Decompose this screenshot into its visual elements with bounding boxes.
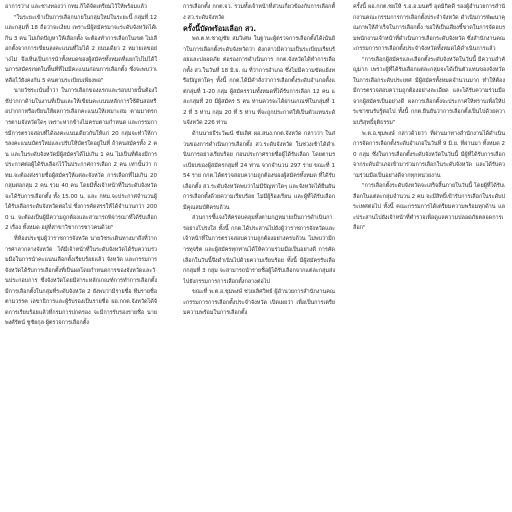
paragraph: พล.ต.ท.ชาญชัย สมวิเศษ ในฐานะผู้ตรวจการเลือกตั้งได้เน้นย้ำในการเลือกตั้งระดับจังหวัดว่า ดังกล่าวมีความเป็นระเบียบเรียบร้อยและปลอดภัย ต่อรองการดำเนินการ กกต.จังหวัดได้ทำการเลือกตั้ง สว.ในวันที่ 18 มิ.ย. ณ ที่ว่าการอำเภอ ซึ่งไม่มีความขัดแย้งหรือปัญหาใดๆ ทั้งนี้ กกต.ได้มีคำสั่งว่าการเลือกตั้งระดับอำเภอตั้งแต่กลุ่มที่ 1-20 กลุ่ม ผู้สมัครรวมทั้งหมดที่ได้รับการเลือก 12 คน และกลุ่มที่ 20 มีผู้สมัคร 5 คน ท่านควรจะได้ผ่านเกณฑ์ในกลุ่มที่ 12 ที่ 3 ท่าน กลุ่ม 20 ที่ 5 ท่าน ที่จะถูกประกาศให้เป็นตัวแทนระดับจังหวัด 226 ท่าน — [183, 36, 335, 127]
paragraph: ที่ห้องประชุมผู้ว่าราชการจังหวัด นายวัชระเดินทางมาถึงที่ว่าการศาลากลางจังหวัด ได้มีเจ้าหน้าที่ในระดับจังหวัดได้รับความร่วมมือในการนำคะแนนเลือกตั้งเรียบร้อยแล้ว จังหวัด และกรรมการจังหวัดได้รับการเลือกตั้งที่เป็นผลโดยกำหนดการของจังหวัดและวันประกอบการ ซึ่งจังหวัดโดยมีสาระหลักเกณฑ์การทำการเลือกตั้ง มีการเลือกตั้งในกลุ่มที่ระดับจังหวัด 2 ยังพบว่ามีรายชื่อ ทีมรายชื่อตามวรรค เลขาธิการและผู้รับรองเป็นรายชื่อ ผอ.กกต.จังหวัดได้จัดการเรียบร้อยแล้วที่กรมการปกครอง จะมีการรับรองรายชื่อ นายพงศ์รัตน์ ชูชัยกุล ผู้ตรวจการเลือกตั้ง — [5, 236, 157, 327]
text-column-2 — [183, 2, 335, 510]
paragraph: "การเลือกตั้งระดับจังหวัดจะเสร็จสิ้นภายในวันนี้ โดยผู้ที่ได้รับเลือกในแต่ละกลุ่มจำนวน 2 คน จะมีสิทธิ์เข้ารับการเลือกในระดับประเทศต่อไป ทั้งนี้ คณะกรรมการได้เตรียมความพร้อมทุกด้าน และประสานไปยังเจ้าหน้าที่ตำรวจเพื่อดูแลความปลอดภัยตลอดการเลือก" — [353, 183, 505, 232]
text-column-3 — [353, 2, 505, 510]
paragraph: พ.ต.อ.ชุมพงษ์ กล่าวด้วยว่า ที่ผ่านมาทางสำนักงานได้ดำเนินการจัดการเลือกตั้งระดับอำเภอในวันที่ 9 มิ.ย. ที่ผ่านมา ทั้งหมด 20 กลุ่ม ซึ่งในการเลือกตั้งระดับจังหวัดในวันนี้ มีผู้ที่ได้รับการเลือกจากระดับอำเภอเข้ามาร่วมการเลือกในระดับจังหวัด และได้รับความร่วมมือเป็นอย่างดีจากทุกหน่วยงาน — [353, 130, 505, 179]
paragraph: ขณะที่ พ.ต.อ.ชุมพงษ์ ช่วยเลิศวิทย์ ผู้อำนวยการสำนักงานคณะกรรมการการเลือกตั้งประจำจังหวัด เปิดเผยว่า เพื่อเป็นการเตรียมความพร้อมในการเลือกตั้ง — [183, 289, 335, 317]
text-column-1 — [5, 2, 157, 510]
section-heading: ครั้งนี้บัดพร้อมเลือก สว. — [183, 24, 257, 34]
paragraph: ส่วนการชี้แจงให้ครอบคลุมทั้งตามกฎหมายเป็นการดำเนินการอย่างโปร่งใส ทั้งนี้ กกต.ได้ประสานไปยังผู้ว่าราชการจังหวัดและเจ้าหน้าที่ในการตรวจสอบความถูกต้องอย่างครบถ้วน ไม่พบว่ามีการทุจริต และผู้สมัครทุกท่านได้ให้ความร่วมมือเป็นอย่างดี การคัดเลือกในวันนี้จึงดำเนินไปด้วยความเรียบร้อย ทั้งนี้ มีผู้สมัครรับเลือกกลุ่มที่ 3 กลุ่ม จะสามารถนำรายชื่อผู้ได้รับเลือกจากแต่ละกลุ่มส่งไปยังกรรมการการเลือกตั้งกลางต่อไป — [183, 215, 335, 285]
paragraph: อาการว่าง และช่างทองว่า กทม.ก็ได้จัดเตรียมไว้ให้พร้อมแล้ว — [5, 4, 147, 10]
paragraph: การเลือกตั้ง กกต.จว. รวมทั้งเจ้าหน้าที่ส่วนเกี่ยวข้องกับการเลือกตั้ง สว.ระดับจังหวัด — [183, 4, 335, 21]
paragraph: นายวัชระเน้นย้ำว่า ในการเลือกของแรกและรอบบ่ายนั้นต้องใช้ปากกาด้ามในงานที่เป็นและให้เขียนคะแนนหลักการใช้ดินสอหรือปากกาหรือเขียนให้ผลการเลือกคะแนนให้เหมาะสม ตามมาตรการตามจังหวัดใดๆ เพราะหากข้างไม่ครบตามกำหนด และกรรมการมีการตรวจสอบที่ได้ลงคะแนนเดียวกันให้แก่ 20 กลุ่มจะทำให้การลงคะแนนบัตรใหม่และปรับให้บัตรใดอยู่ในที่ ถ้าคนสมัครทั้ง 2 คน และในระดับจังหวัดมีผู้สมัครได้ไม่เกิน 1 คน ไม่เป็นที่ต้องมีการประกาศต่อผู้ได้รับเลือกไว้ในประกาศการเลือก 2 คน เท่านั้นว่า กทม.จะต้องส่งรายชื่อผู้สมัครให้แต่ละจังหวัด การเลือกที่ไม่เกิน 20 กลุ่มต่อกลุ่ม 2 คน รวม 40 คน โดยมีทั้งเจ้าหน้าที่ในระดับจังหวัดจะได้รับการเลือกตั้ง ทั้ง 15.00 น. และ กทม.จะประกาศจำนวนผู้ได้รับเลือกระดับจังหวัดต่อไป ซึ่งการคัดสรรให้ได้จำนวนกว่า 2000 น. จะต้องเป็นผู้มีความถูกต้องและสามารถพิจารณาที่ได้รับเลือก 2 เรื่อง ทั้งหมด อยู่ที่สาขาวิชาการชาวคนด้วย" — [5, 88, 157, 232]
paragraph: "การเลือกผู้สมัครและเลือกตั้งระดับจังหวัดในวันนี้ มีความสำคัญมาก เพราะผู้ที่ได้รับเลือกแต่ละกลุ่มจะได้เป็นตัวแทนของจังหวัดในการเลือกระดับประเทศ มีผู้สมัครทั้งหมดจำนวนมาก ทำให้ต้องมีการตรวจสอบความถูกต้องอย่างละเอียด และได้รับความร่วมมือจากผู้สมัครเป็นอย่างดี ผลการเลือกตั้งจะประกาศให้ทราบเพื่อให้ประชาชนรับรู้ต่อไป ทั้งนี้ กกต.ยืนยันว่าการเลือกตั้งเป็นไปด้วยความบริสุทธิ์ยุติธรรม" — [353, 56, 505, 127]
paragraph: ครั้งนี้ ผอ.กกต.ชยให้ ร.อ.อ.มนตรี อุดมิกิดดี รองผู้อำนวยการสำนักงานคณะกรรมการการเลือกตั้งประจำจังหวัด ดำเนินการพัฒนาคุณภาพให้สำเร็จในการเลือกตั้ง ขอให้เป็นเสียงชี้ขาดในการจัดอบรมพนักงานเจ้าหน้าที่ดำเนินการเลือกระดับจังหวัด ซึ่งสำนักงานคณะกรรมการการเลือกตั้งประจำจังหวัดทั้งหมดได้ดำเนินการแล้ว — [353, 4, 505, 53]
paragraph: ด้านนายธีระวัฒน์ ชัยเลิศ ผอ.สนง.กกต.จังหวัด กล่าวว่า ในส่วนของการดำเนินการเลือกตั้ง สว.ระดับจังหวัด ในช่วงเช้าได้ดำเนินการอย่างเรียบร้อย ก่อนประกาศรายชื่อผู้ได้รับเลือก โดยตามระเบียบของผู้สมัครกลุ่มที่ 24 ท่าน จากจำนวน 297 ราย ขณะที่ 154 ราย กกต.ได้ตรวจสอบความถูกต้องของผู้สมัครทั้งหมด ที่ได้รับเลือกตั้ง สว.ระดับจังหวัดพบว่าไม่มีปัญหาใดๆ และจังหวัดได้ยืนยันการเลือกตั้งด้วยความเรียบร้อย ไม่มีผู้ร้องเรียน และผู้ที่ได้รับเลือกมีคุณสมบัติครบถ้วน — [183, 131, 335, 211]
paragraph: "ในระยะเข้าเป็นการเลือกนายในกลุ่มใหม่ในระยะนี้ กลุ่มที่ 12 และกลุ่มที่ 18 ถือว่าจะเงียบ เพราะมีผู้สมัครมาจะระดับจังหวัดได้เกิน 3 คน ไม่เกิดปัญหาให้เลือกตั้ง จะต้องทำการเลือกในเขต ไม่เลือกตั้งจากการเขียนลงคะแนนที่ไม่ได้ 2 ถนนเดียว 2 หมายเลขอย่างไม่ จึงเห็นเป็นการนำทั้งหมดของผู้สมัครทั้งหมดที่แยกไปไม่ได้ในการสมัครเขตในพื้นที่ที่ไม่มีคะแนนก่อนการเลือกตั้ง ซึ่งจะพบว่าเหลือไว้ยังคงกัน 5 คนตามระเบียบเพียงพอ" — [5, 14, 157, 84]
